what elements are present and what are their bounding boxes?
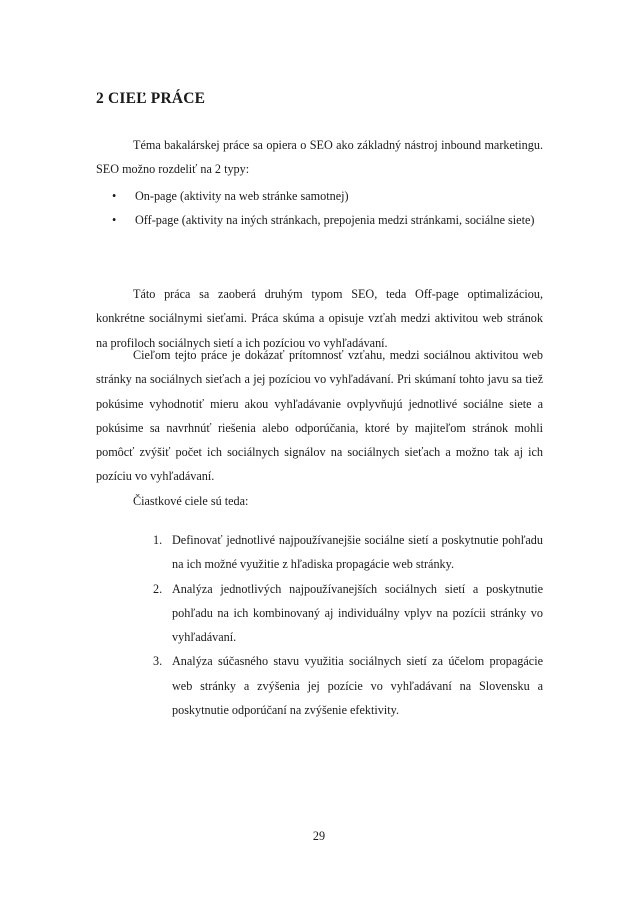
seo-types-list xyxy=(96,184,543,233)
list-item xyxy=(133,649,543,722)
intro-text: Téma bakalárskej práce sa opiera o SEO ako základný nástroj inbound marketingu. SEO možno rozdeliť na 2 typy: xyxy=(96,138,543,177)
list-item-text: Analýza jednotlivých najpoužívanejších sociálnych sietí a poskytnutie pohľadu na ich kombinovaný aj individuálny vplyv na pozícii stránky vo vyhľadávaní. xyxy=(172,581,543,645)
paragraph-text: Cieľom tejto práce je dokázať prítomnosť vzťahu, medzi sociálnou aktivitou web stránky na sociálnych sieťach a jej pozíciou vo vyhľadávaní. Pri skúmaní tohto javu sa tiež pokúsime vyhodnotiť mieru akou vyhľadávanie ovplyvňujú jednotlivé sociálne siete a pokúsime sa navrhnúť riešenia alebo odporúčania, ktoré by majiteľom stránok mohli pomôcť zvýšiť počet ich sociálnych signálov na sociálnych sieťach a možno tak aj ich pozíciu vo vyhľadávaní. xyxy=(96,348,543,484)
paragraph-subgoals-intro xyxy=(96,489,543,513)
list-item-text: Analýza súčasného stavu využitia sociálnych sietí za účelom propagácie web stránky a zvýšenia jej pozície vo vyhľadávaní na Slovensku a poskytnutie odporúčaní na zvýšenie efektivity. xyxy=(172,654,543,718)
paragraph-text: Čiastkové ciele sú teda: xyxy=(133,494,249,508)
paragraph-text: Táto práca sa zaoberá druhým typom SEO, teda Off-page optimalizáciou, konkrétne sociálnymi sieťami. Práca skúma a opisuje vzťah medzi aktivitou web stránok na profiloch sociálnych sietí a ich pozíciou vo vyhľadávaní. xyxy=(96,287,543,350)
page-number: 29 xyxy=(312,829,326,843)
list-item xyxy=(96,184,543,208)
chapter-heading: 2 CIEĽ PRÁCE xyxy=(96,90,206,107)
list-number: 2. xyxy=(153,581,163,596)
list-item-text: Definovať jednotlivé najpoužívanejšie sociálne sietí a poskytnutie pohľadu na ich možné využitie z hľadiska propagácie web stránky. xyxy=(172,533,543,572)
list-number: 1. xyxy=(153,533,163,547)
list-number: 3. xyxy=(153,654,163,669)
list-item xyxy=(96,208,543,232)
list-item xyxy=(133,528,543,577)
bullet-icon: • xyxy=(112,189,117,203)
bullet-text: Off-page (aktivity na iných stránkach, prepojenia medzi stránkami, sociálne siete) xyxy=(135,213,535,228)
paragraph-goal xyxy=(96,343,543,489)
intro-paragraph xyxy=(96,133,543,182)
bullet-text: On-page (aktivity na web stránke samotnej) xyxy=(135,189,349,203)
subgoals-list xyxy=(133,528,543,722)
bullet-icon: • xyxy=(112,213,117,228)
list-item xyxy=(133,577,543,650)
